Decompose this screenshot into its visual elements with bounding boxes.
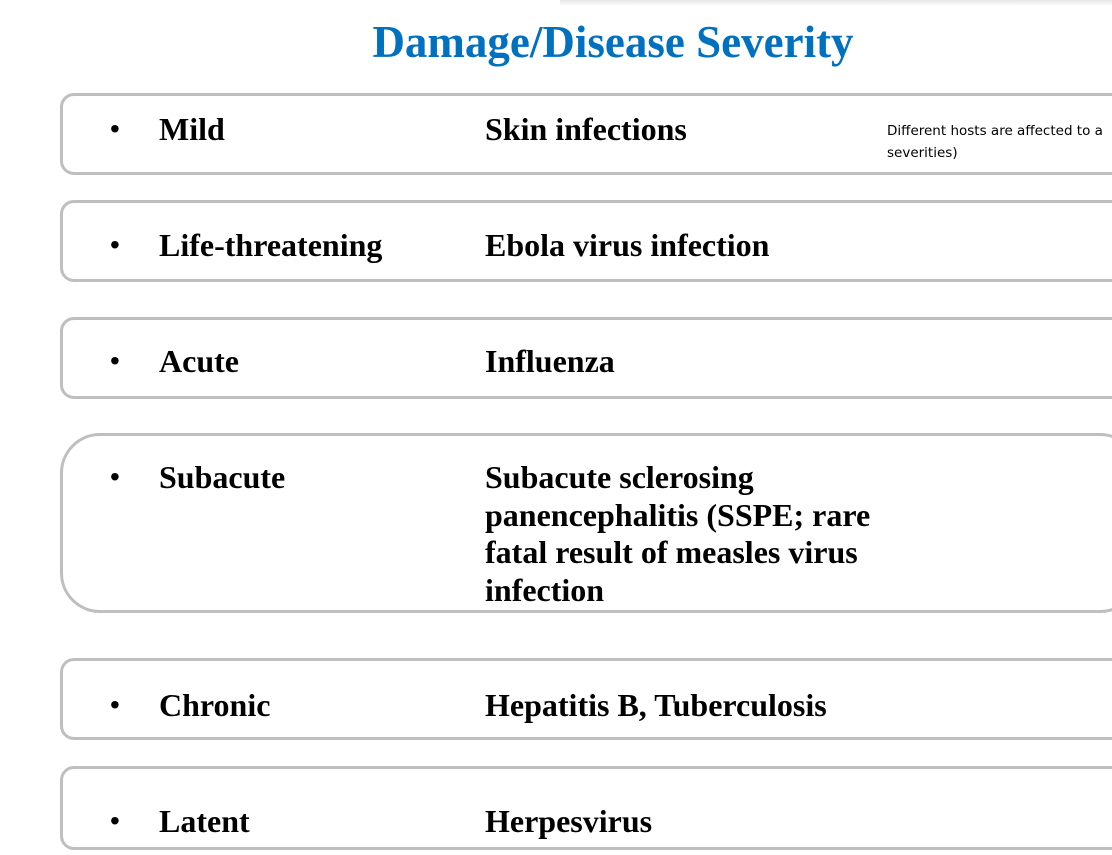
example-subacute-line-1: Subacute sclerosing [485, 459, 754, 495]
bullet-mild: • [110, 113, 120, 144]
side-note-line-1: Different hosts are affected to a [887, 123, 1103, 139]
side-note [887, 120, 1103, 164]
example-subacute-line-2: panencephalitis (SSPE; rare [485, 496, 871, 533]
term-chronic: Chronic [159, 687, 271, 723]
example-latent-line-1: Herpesvirus [485, 803, 653, 839]
side-note-line-2: severities) [887, 145, 958, 161]
term-latent: Latent [159, 803, 250, 839]
example-life-threatening-line-1: Ebola virus infection [485, 227, 770, 263]
example-chronic-line-1: Hepatitis B, Tuberculosis [485, 687, 827, 723]
window-edge-shadow [560, 0, 1112, 6]
term-mild: Mild [159, 111, 225, 147]
example-mild-line-1: Skin infections [485, 111, 687, 147]
page-title: Damage/Disease Severity [372, 17, 854, 67]
term-acute: Acute [159, 343, 239, 379]
bullet-subacute: • [110, 461, 120, 492]
bullet-acute: • [110, 345, 120, 376]
example-subacute-line-4: infection [485, 571, 605, 608]
term-subacute: Subacute [159, 459, 286, 495]
example-subacute-line-3: fatal result of measles virus [485, 534, 858, 570]
term-life-threatening: Life-threatening [159, 227, 383, 263]
example-acute-line-1: Influenza [485, 343, 615, 379]
bullet-latent: • [110, 805, 120, 836]
bullet-life-threatening: • [110, 229, 120, 260]
bullet-chronic: • [110, 689, 120, 720]
